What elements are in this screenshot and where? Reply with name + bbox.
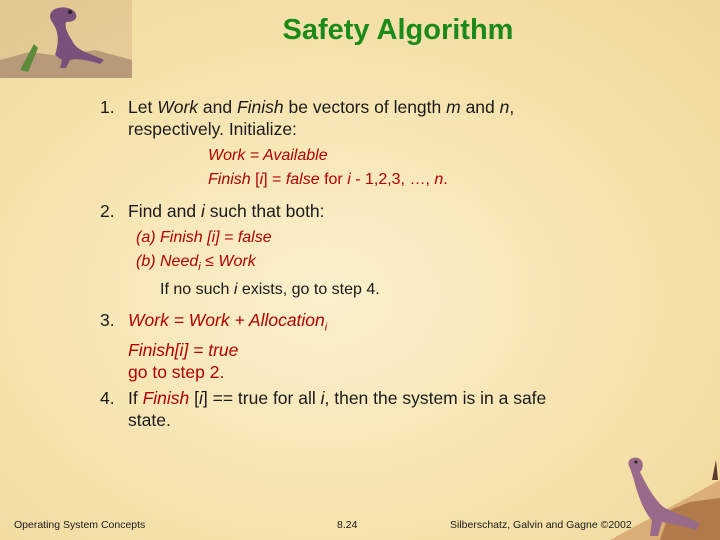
step-1-text-cont: respectively. Initialize: (128, 119, 297, 139)
step-3-line-1 (128, 309, 620, 339)
footer-left: Operating System Concepts (14, 519, 146, 531)
no-such-i-note (128, 279, 620, 301)
text: i (200, 201, 205, 221)
step-2 (100, 200, 620, 301)
init-work (128, 144, 620, 168)
text: i (347, 171, 351, 188)
text: (b) Need (136, 253, 199, 270)
text: . (443, 171, 448, 188)
text: i (259, 171, 264, 188)
text: Work (157, 97, 199, 117)
text: Finish[ (128, 339, 180, 360)
text: i (198, 261, 201, 274)
text: Work = Work + Allocation (128, 310, 325, 331)
text: (a) Finish [ (136, 229, 212, 246)
text: false (285, 171, 320, 188)
text: be vectors of length (283, 97, 447, 117)
init-finish (128, 168, 620, 192)
step-number: 1. (100, 97, 115, 117)
condition-a (128, 226, 620, 250)
text: n (434, 171, 444, 188)
step-1 (100, 96, 620, 192)
text: i (199, 387, 203, 408)
step-2-text (128, 200, 620, 222)
text: Find and (128, 201, 201, 221)
text: i (233, 281, 238, 299)
text: and (198, 97, 237, 117)
text: Let (128, 97, 158, 117)
text: i (211, 229, 216, 246)
step-number: 4. (100, 387, 115, 408)
text: [ (250, 171, 260, 188)
text: i (320, 387, 325, 408)
text: Finish (208, 171, 251, 188)
step-1-text (128, 96, 620, 118)
step-3-line-2 (128, 339, 620, 361)
text: exists, go to step 4. (237, 281, 380, 299)
footer-page-number: 8.24 (337, 519, 358, 531)
text: i (324, 321, 328, 334)
text: [ (189, 387, 200, 408)
text: If (128, 387, 143, 408)
step-number: 3. (100, 310, 115, 331)
text: ] = true (183, 339, 239, 360)
text: i (179, 339, 184, 360)
text: - 1,2,3, …, (350, 171, 435, 188)
text: n (499, 97, 510, 117)
step-number: 2. (100, 201, 115, 221)
algorithm-steps (100, 96, 620, 431)
step-3 (100, 309, 620, 383)
text: , then the system is in a safe (324, 387, 547, 408)
text: Work = Available (208, 147, 328, 164)
step-4-text (128, 387, 620, 409)
text: ] == true for all (202, 387, 321, 408)
page-title: Safety Algorithm (282, 14, 514, 46)
text: Finish (142, 387, 190, 408)
text: ] = (263, 171, 286, 188)
text: such that both: (204, 201, 325, 221)
text: ≤ Work (200, 253, 256, 270)
text: Finish (236, 97, 284, 117)
step-4 (100, 387, 620, 431)
text: m (446, 97, 461, 117)
step-3-line-3: go to step 2. (128, 361, 225, 382)
text: for (319, 171, 348, 188)
text: If no such (160, 281, 234, 299)
text: ] = false (215, 229, 272, 246)
condition-b (128, 250, 620, 279)
text: , (509, 97, 515, 117)
footer-right: Silberschatz, Galvin and Gagne ©2002 (450, 519, 632, 531)
step-4-text-cont: state. (128, 409, 171, 430)
text: and (460, 97, 500, 117)
